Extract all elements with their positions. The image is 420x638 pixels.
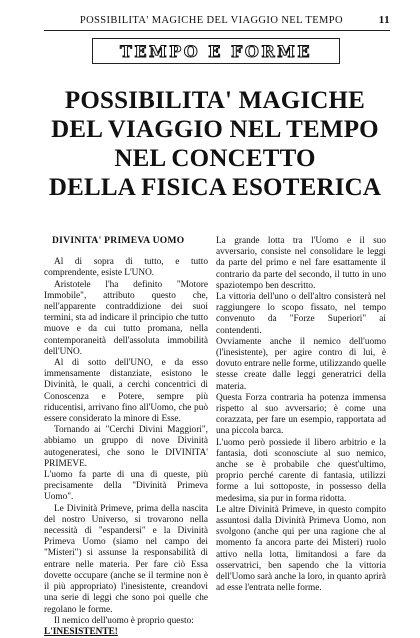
title-line-4: DELLA FISICA ESOTERICA — [48, 174, 382, 201]
paragraph: Le Divinità Primeve, prima della nascita del nostro Universo, si trovarono nella necessità di "espandersi" e la Divinità Primeva Uomo (siamo nel campo dei "Misteri") si assunse la responsabilità di entrare nelle materia. Per fare ciò Essa dovette occupare (anche se il termine non è il più appropriato) l'inesistente, creandovi una serie di leggi che sono poi quelle che regolano le forme. — [44, 503, 208, 615]
right-column — [216, 236, 386, 595]
paragraph: La vittoria dell'uno o dell'altro consisterà nel raggiungere lo scopo fissato, nel tempo convenuto da "Forze Superiori" ai contendenti. — [216, 292, 386, 336]
paragraph: L'uomo fa parte di una di queste, più precisamente della "Divinità Primeva Uomo". — [44, 470, 208, 503]
paragraph: Tornando ai "Cerchi Divini Maggiori", abbiamo un gruppo di nove Divinità autogeneratesi, che sono le DIVINITA' PRIMEVE. — [44, 425, 208, 469]
paragraph: Il nemico dell'uomo è proprio questo: — [54, 615, 194, 626]
title-line-1: POSSIBILITA' MAGICHE — [64, 87, 366, 114]
paragraph: Al di sopra di tutto, e tutto comprendente, esiste L'UNO. — [44, 257, 208, 279]
paragraph: Le altre Divinità Primeve, in questo compito assuntosi dalla Divinità Primeva Uomo, non svolgono (anche qui per una ragione che al momento fa ancora parte dei Misteri) ruolo attivo nella lotta, limitandosi a fare da osservatrici, ben sapendo che la vittoria dell'Uomo sarà anche la loro, in quanto aprirà ad esse l'entrata nelle forme. — [216, 504, 386, 594]
section-label-box — [92, 38, 340, 64]
title-line-3: NEL CONCETTO — [114, 145, 316, 172]
paragraph: Ovviamente anche il nemico dell'uomo (l'inesistente), per agire contro di lui, è dovuto entrare nelle forme, utilizzando quelle stesse create dalle leggi generatrici della materia. — [216, 336, 386, 392]
title-line-2: DEL VIAGGIO NEL TEMPO — [51, 116, 379, 143]
paragraph: La grande lotta tra l'Uomo e il suo avversario, consiste nel consolidare le leggi da parte del primo e nel fare esattamente il contrario da parte del secondo, il tutto in uno spaziotempo ben descritto. — [216, 236, 386, 291]
left-column — [44, 236, 208, 638]
paragraph: Questa Forza contraria ha potenza immensa rispetto al suo avversario; è come una corazzata, per fare un esempio, rapportata ad una piccola barca. — [216, 392, 386, 437]
paragraph: Aristotele l'ha definito "Motore Immobile", attributo questo che, nell'apparente contraddizione dei suoi termini, sta ad indicare il principio che tutto muove e da cui tutto promana, nella contemporaneità dell'assoluta immobilità dell'UNO. — [44, 279, 208, 357]
page-number: 11 — [378, 14, 390, 26]
section-label: TEMPO E FORME — [119, 41, 313, 61]
header-rule — [44, 30, 390, 31]
paragraph: L'uomo però possiede il libero arbitrio e la fantasia, doti sconosciute al suo nemico, anche se è probabile che quest'ultimo, proprio perché carente di fantasia, utilizzi forme a lui sottoposte, in possesso della medesima, sia pur in forma ridotta. — [216, 437, 386, 504]
closing-line: L'INESISTENTE! — [44, 626, 118, 637]
running-header — [44, 14, 390, 26]
article-title — [30, 86, 400, 202]
paragraph: Al di sotto dell'UNO, e da esso immensamente distanziate, esistono le Divinità, le quali, a cerchi concentrici di Conoscenza e Potere, sempre più riducentisi, arrivano fino all'Uomo, che può essere considerato la minore di Esse. — [44, 358, 208, 425]
column-subheading: DIVINITA' PRIMEVA UOMO — [52, 236, 185, 246]
running-title: POSSIBILITA' MAGICHE DEL VIAGGIO NEL TEMPO — [79, 15, 343, 26]
